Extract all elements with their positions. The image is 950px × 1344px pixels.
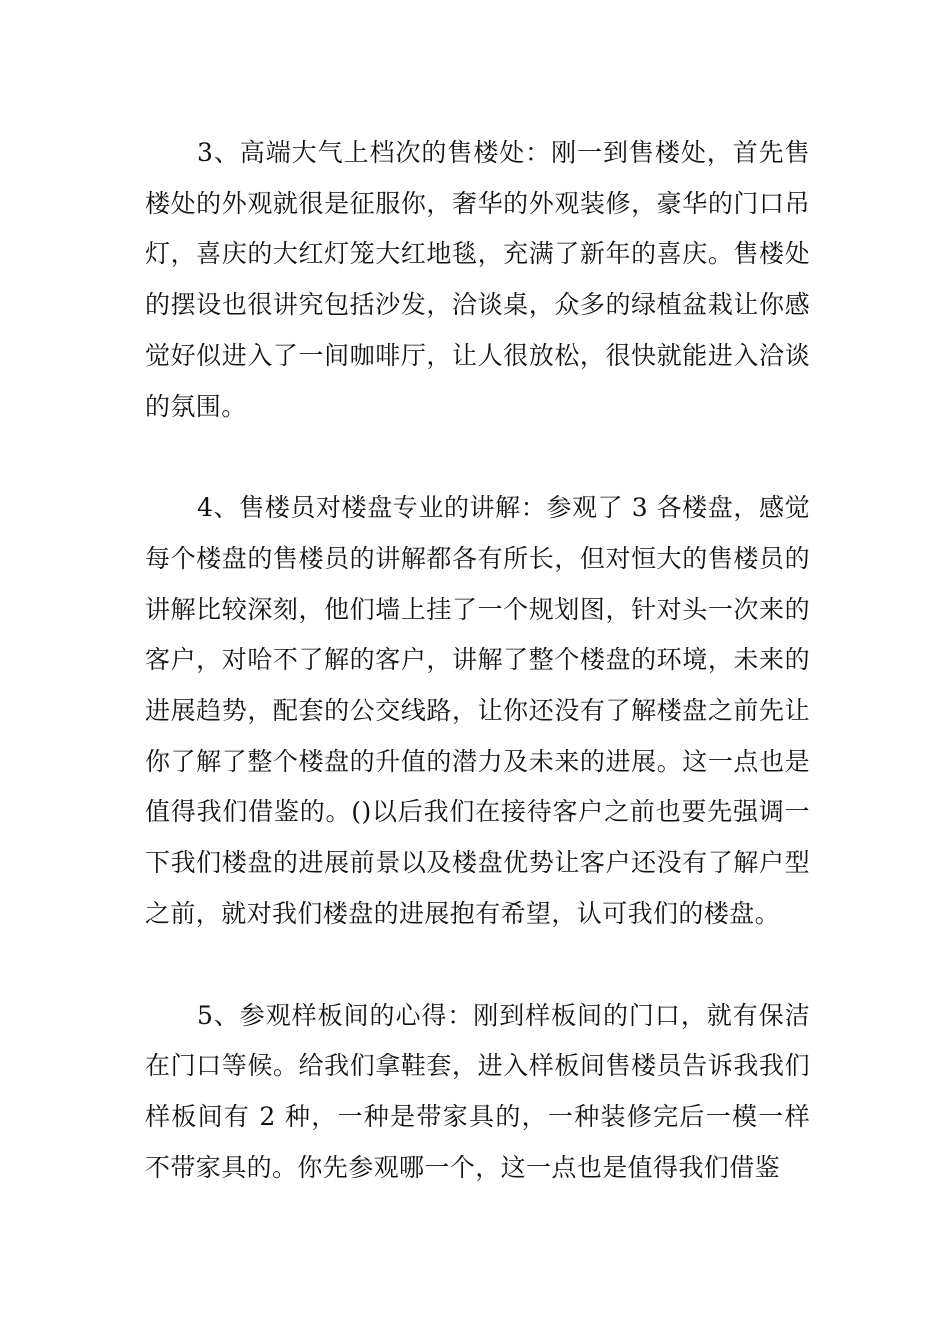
paragraph-sales-staff-explanation: 4、售楼员对楼盘专业的讲解：参观了 3 各楼盘，感觉每个楼盘的售楼员的讲解都各有所长，但对恒大的售楼员的讲解比较深刻，他们墙上挂了一个规划图，针对头一次来的客户，对哈不了解的客户，讲解了整个楼盘的环境，未来的进展趋势，配套的公交线路，让你还没有了解楼盘之前先让你了解了整个楼盘的升值的潜力及未来的进展。这一点也是值得我们借鉴的。()以后我们在接待客户之前也要先强调一下我们楼盘的进展前景以及楼盘优势让客户还没有了解户型之前，就对我们楼盘的进展抱有希望，认可我们的楼盘。 — [145, 493, 810, 928]
paragraph-sales-office: 3、高端大气上档次的售楼处：刚一到售楼处，首先售楼处的外观就很是征服你，奢华的外观装修，豪华的门口吊灯，喜庆的大红灯笼大红地毯，充满了新年的喜庆。售楼处的摆设也很讲究包括沙发，洽谈桌，众多的绿植盆栽让你感觉好似进入了一间咖啡厅，让人很放松，很快就能进入洽谈的氛围。 — [145, 138, 810, 421]
paragraph-model-room: 5、参观样板间的心得：刚到样板间的门口，就有保洁在门口等候。给我们拿鞋套，进入样板间售楼员告诉我我们样板间有 2 种，一种是带家具的，一种装修完后一模一样不带家具的。你先参观哪一个，这一点也是值得我们借鉴 — [145, 1000, 810, 1182]
document-body — [145, 128, 810, 1193]
